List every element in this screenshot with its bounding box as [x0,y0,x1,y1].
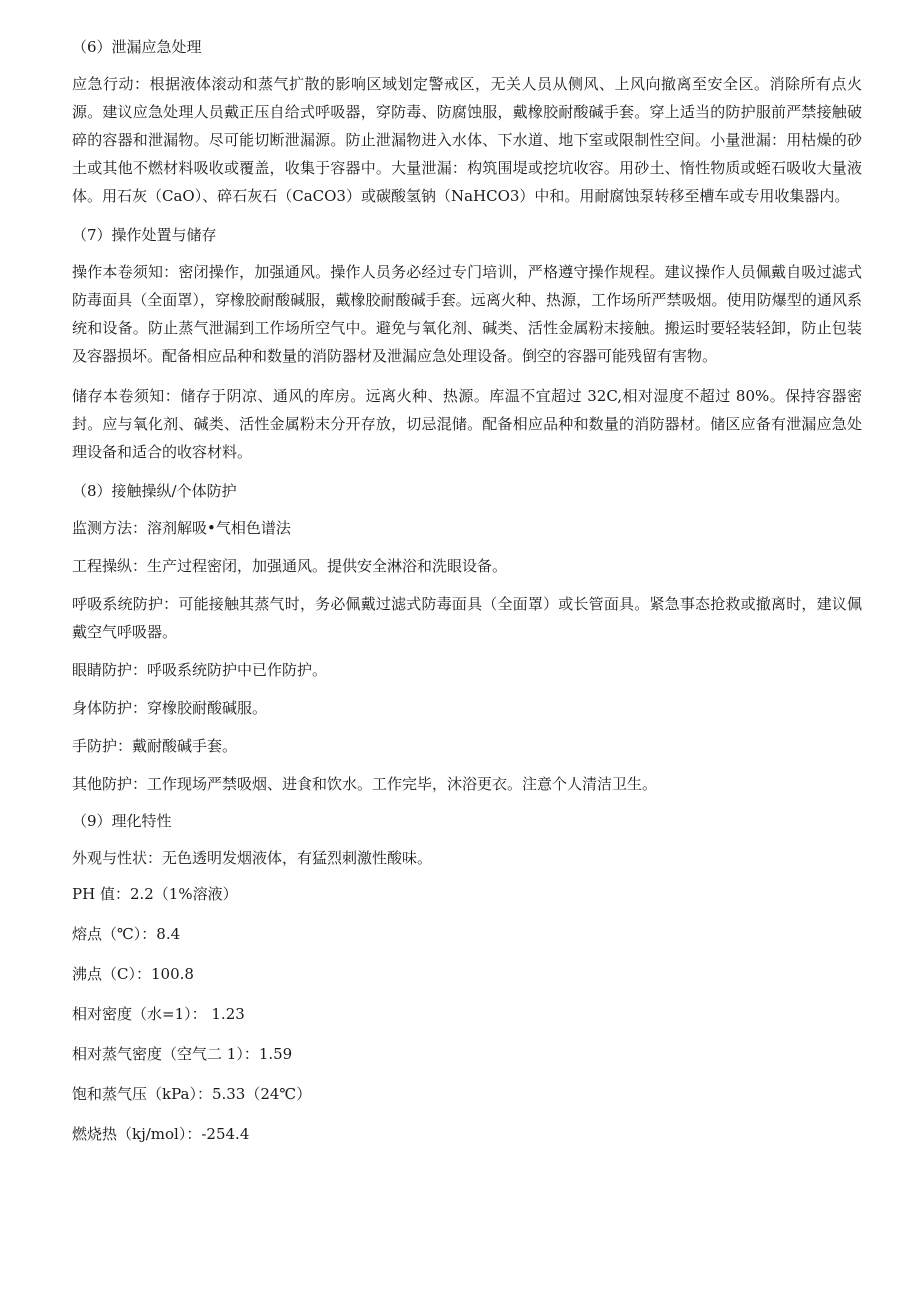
document-page [72,34,862,1162]
section-6-heading: （6）泄漏应急处理 [72,38,202,56]
property-vapor-pressure: 饱和蒸气压（kPa）：5.33（24℃） [72,1085,312,1103]
property-vapor-density: 相对蒸气密度（空气二 1）：1.59 [72,1045,293,1063]
section-8-other-protection: 其他防护：工作现场严禁吸烟、进食和饮水。工作完毕，沐浴更衣。注意个人清洁卫生。 [72,775,658,793]
section-7-storage-notes: 储存本卷须知：储存于阴凉、通风的库房。远离火种、热源。库温不宜超过 32C,相对湿度不超过 80%。保持容器密封。应与氧化剂、碱类、活性金属粉末分开存放，切忌混储。配备相应品种和数量的消防器材。储区应备有泄漏应急处理设备和适合的收容材料。 [72,387,862,461]
section-8-body-protection: 身体防护：穿橡胶耐酸碱服。 [72,699,268,717]
section-8-eye-protection: 眼睛防护：呼吸系统防护中已作防护。 [72,661,328,679]
section-8-heading: （8）接触操纵/个体防护 [72,482,237,500]
property-boiling-point: 沸点（C）：100.8 [72,965,194,983]
property-melting-point: 熔点（℃）：8.4 [72,925,181,943]
section-8-respiratory-protection: 呼吸系统防护：可能接触其蒸气时，务必佩戴过滤式防毒面具（全面罩）或长管面具。紧急事态抢救或撤离时，建议佩戴空气呼吸器。 [72,595,862,641]
section-8-engineering-control: 工程操纵：生产过程密闭，加强通风。提供安全淋浴和洗眼设备。 [72,557,508,575]
property-heat-of-combustion: 燃烧热（kj/mol）：-254.4 [72,1125,250,1143]
section-8-hand-protection: 手防护：戴耐酸碱手套。 [72,737,238,755]
section-7-handling-notes: 操作本卷须知：密闭操作，加强通风。操作人员务必经过专门培训，严格遵守操作规程。建议操作人员佩戴自吸过滤式防毒面具（全面罩），穿橡胶耐酸碱服，戴橡胶耐酸碱手套。远离火种、热源，工作场所严禁吸烟。使用防爆型的通风系统和设备。防止蒸气泄漏到工作场所空气中。避免与氧化剂、碱类、活性金属粉末接触。搬运时要轻装轻卸，防止包装及容器损坏。配备相应品种和数量的消防器材及泄漏应急处理设备。倒空的容器可能残留有害物。 [72,263,862,365]
section-6-emergency-action: 应急行动：根据液体滚动和蒸气扩散的影响区域划定警戒区，无关人员从侧风、上风向撤离至安全区。消除所有点火源。建议应急处理人员戴正压自给式呼吸器，穿防毒、防腐蚀服，戴橡胶耐酸碱手套。穿上适当的防护服前严禁接触破碎的容器和泄漏物。尽可能切断泄漏源。防止泄漏物进入水体、下水道、地下室或限制性空间。小量泄漏：用枯燥的砂土或其他不燃材料吸收或覆盖，收集于容器中。大量泄漏：构筑围堤或挖坑收容。用砂土、惰性物质或蛭石吸收大量液体。用石灰（CaO）、碎石灰石（CaCO3）或碳酸氢钠（NaHCO3）中和。用耐腐蚀泵转移至槽车或专用收集器内。 [72,75,862,205]
section-9-appearance: 外观与性状：无色透明发烟液体，有猛烈刺激性酸味。 [72,849,433,867]
property-relative-density: 相对密度（水=1）： 1.23 [72,1005,245,1023]
section-7-heading: （7）操作处置与储存 [72,226,217,244]
section-8-monitoring-method: 监测方法：溶剂解吸•气相色谱法 [72,519,291,537]
section-9-heading: （9）理化特性 [72,812,172,830]
property-ph: PH 值：2.2（1%溶液） [72,885,238,903]
